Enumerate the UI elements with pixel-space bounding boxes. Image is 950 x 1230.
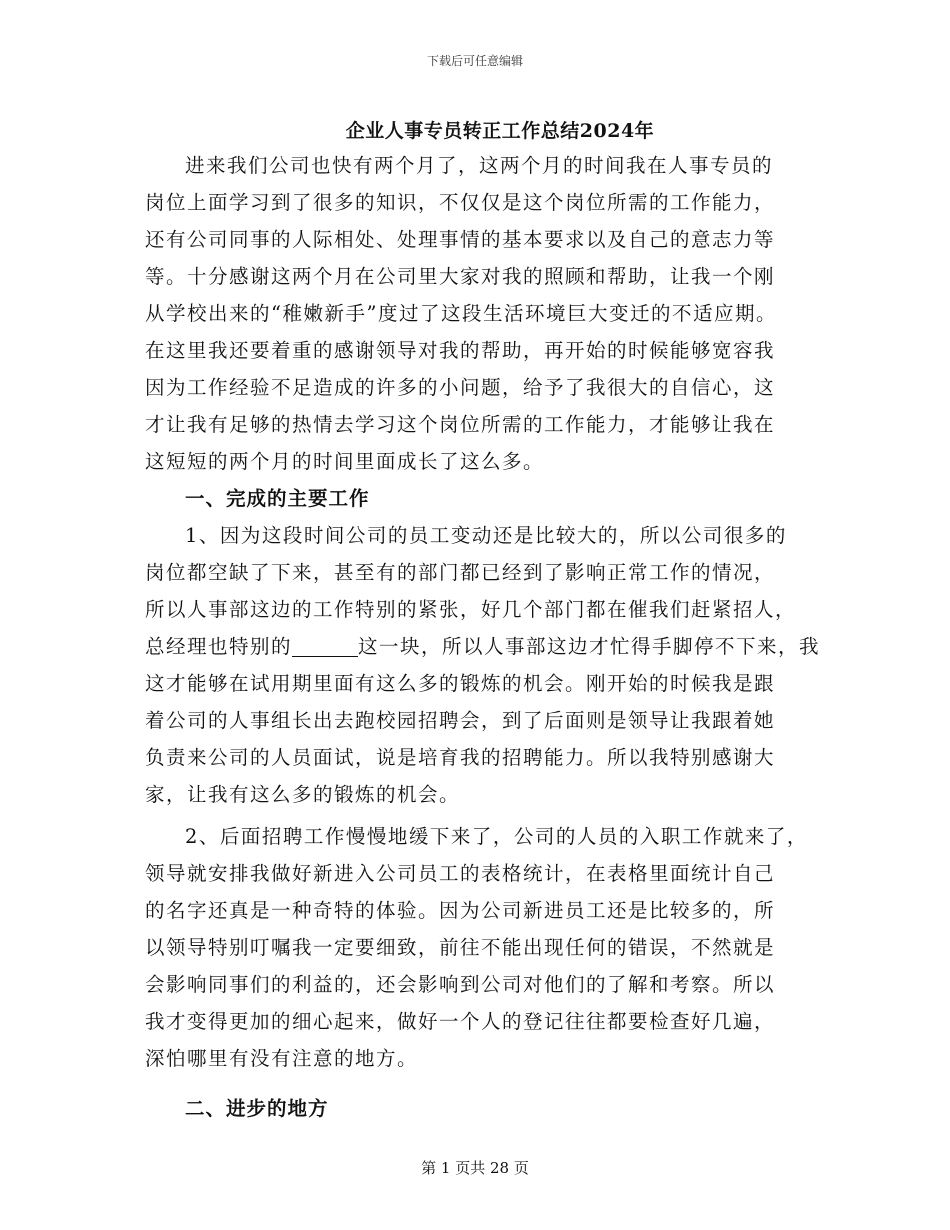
blank-before-text: 总经理也特别的 xyxy=(145,635,293,658)
document-body xyxy=(145,147,825,1127)
paragraph-line: 等。十分感谢这两个月在公司里大家对我的照顾和帮助，让我一个刚 xyxy=(145,265,776,288)
paragraph-line: 深怕哪里有没有注意的地方。 xyxy=(145,1047,419,1070)
section-heading: 二、进步的地方 xyxy=(185,1097,329,1120)
blank-after-text: 这一块，所以人事部这边才忙得手脚停不下来，我 xyxy=(358,635,821,658)
paragraph-line: 岗位都空缺了下来，甚至有的部门都已经到了影响正常工作的情况， xyxy=(145,561,776,584)
paragraph-line: 负责来公司的人员面试，说是培育我的招聘能力。所以我特别感谢大 xyxy=(145,746,776,769)
paragraph-line: 会影响同事们的利益的，还会影响到公司对他们的了解和考察。所以 xyxy=(145,973,776,996)
header-note: 下载后可任意编辑 xyxy=(426,54,523,68)
paragraph-line: 还有公司同事的人际相处、处理事情的基本要求以及自己的意志力等 xyxy=(145,228,776,251)
paragraph-line: 以领导特别叮嘱我一定要细致，前往不能出现任何的错误，不然就是 xyxy=(145,936,776,959)
paragraph-line: 在这里我还要着重的感谢领导对我的帮助，再开始的时候能够宽容我 xyxy=(145,339,776,362)
paragraph-line: 从学校出来的“稚嫩新手”度过了这段生活环境巨大变迁的不适应期。 xyxy=(145,302,777,325)
paragraph-line: 这短短的两个月的时间里面成长了这么多。 xyxy=(145,450,545,473)
paragraph-line: 这才能够在试用期里面有这么多的锻炼的机会。刚开始的时候我是跟 xyxy=(145,672,776,695)
paragraph-line: 岗位上面学习到了很多的知识，不仅仅是这个岗位所需的工作能力， xyxy=(145,191,776,214)
section-heading: 一、完成的主要工作 xyxy=(185,487,370,510)
paragraph-line: 进来我们公司也快有两个月了，这两个月的时间我在人事专员的 xyxy=(185,154,774,177)
paragraph-line: 才让我有足够的热情去学习这个岗位所需的工作能力，才能够让我在 xyxy=(145,413,776,436)
paragraph-line-with-blank xyxy=(145,628,825,665)
paragraph-line: 我才变得更加的细心起来，做好一个人的登记往往都要检查好几遍， xyxy=(145,1010,776,1033)
paragraph-line: 1、因为这段时间公司的员工变动还是比较大的，所以公司很多的 xyxy=(185,524,787,547)
page-footer: 第 1 页共 28 页 xyxy=(421,1159,529,1177)
paragraph-line: 着公司的人事组长出去跑校园招聘会，到了后面则是领导让我跟着她 xyxy=(145,709,776,732)
paragraph-line: 2、后面招聘工作慢慢地缓下来了，公司的人员的入职工作就来了， xyxy=(185,825,808,848)
paragraph-line: 所以人事部这边的工作特别的紧张，好几个部门都在催我们赶紧招人， xyxy=(145,598,797,621)
document-title: 企业人事专员转正工作总结2024年 xyxy=(345,120,655,142)
paragraph-line: 因为工作经验不足造成的许多的小问题，给予了我很大的自信心，这 xyxy=(145,376,776,399)
fill-in-blank xyxy=(292,636,358,657)
paragraph-line: 家，让我有这么多的锻炼的机会。 xyxy=(145,783,461,806)
paragraph-line: 的名字还真是一种奇特的体验。因为公司新进员工还是比较多的，所 xyxy=(145,899,776,922)
paragraph-line: 领导就安排我做好新进入公司员工的表格统计，在表格里面统计自己 xyxy=(145,862,776,885)
